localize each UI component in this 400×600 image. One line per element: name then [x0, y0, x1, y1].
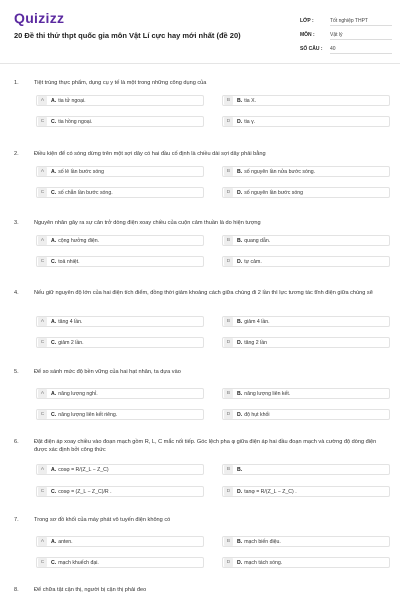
option-label: D.: [237, 411, 243, 418]
option-text: tia tử ngoại.: [58, 97, 86, 104]
question-7: [14, 516, 390, 566]
option-text: cosφ = R/(Z_L − Z_C): [58, 466, 109, 473]
option-badge: D: [224, 410, 233, 419]
question-number: 7.: [14, 517, 19, 523]
meta-row-count: [300, 42, 392, 56]
meta-key: SỐ CÂU :: [300, 46, 323, 52]
option-label: A.: [51, 318, 57, 325]
option-badge: D: [224, 188, 233, 197]
option-label: B.: [237, 390, 243, 397]
meta-value: Tốt nghiệp THPT: [330, 16, 392, 26]
option-badge: A: [38, 465, 47, 474]
option-label: C.: [51, 258, 57, 265]
option-text: cosφ = (Z_L − Z_C)/R .: [58, 488, 112, 495]
option-c[interactable]: [36, 486, 204, 497]
option-label: B.: [237, 466, 243, 473]
option-badge: D: [224, 257, 233, 266]
option-a[interactable]: [36, 95, 204, 106]
option-badge: A: [38, 389, 47, 398]
option-text: số lẻ lần bước sóng: [58, 168, 104, 175]
option-text: độ hụt khối: [244, 411, 270, 418]
question-number: 6.: [14, 439, 19, 445]
question-4: [14, 289, 390, 346]
option-b[interactable]: [222, 166, 390, 177]
document-header: [0, 0, 400, 64]
meta-key: MÔN :: [300, 32, 315, 38]
option-badge: B: [224, 465, 233, 474]
question-text: Tiệt trùng thực phẩm, dụng cụ y tế là một trong những công dụng của: [34, 80, 207, 86]
option-d[interactable]: [222, 187, 390, 198]
option-text: số nguyên lần nửa bước sóng.: [244, 168, 316, 175]
option-text: tia γ.: [244, 118, 256, 125]
option-a[interactable]: [36, 235, 204, 246]
option-text: tăng 2 lần: [244, 339, 267, 346]
question-text: Đặt điện áp xoay chiều vào đoạn mạch gồm R, L, C mắc nối tiếp. Góc lệch pha φ giữa điện áp hai đầu đoạn mạch và cường độ dòng điện được xác định bởi công thức: [34, 439, 377, 453]
document-title: 20 Đề thi thử thpt quốc gia môn Vật Lí cực hay mới nhất (đề 20): [14, 31, 241, 40]
question-text: Điều kiện để có sóng dừng trên một sợi dây có hai đầu cố định là chiều dài sợi dây phải bằng: [34, 151, 266, 157]
option-label: C.: [51, 339, 57, 346]
option-label: D.: [237, 488, 243, 495]
option-badge: B: [224, 167, 233, 176]
option-label: B.: [237, 318, 243, 325]
option-text: năng lượng liên kết riêng.: [58, 411, 118, 418]
option-d[interactable]: [222, 486, 390, 497]
option-text: tia hồng ngoại.: [58, 118, 93, 125]
option-label: A.: [51, 390, 57, 397]
option-label: C.: [51, 189, 57, 196]
meta-value: 40: [330, 44, 392, 54]
option-c[interactable]: [36, 557, 204, 568]
question-text: Để chữa tật cận thị, người bị cận thị phải đeo: [34, 587, 147, 593]
option-b[interactable]: [222, 95, 390, 106]
option-text: tăng 4 lần.: [58, 318, 83, 325]
option-b[interactable]: [222, 464, 390, 475]
option-label: B.: [237, 237, 243, 244]
option-c[interactable]: [36, 187, 204, 198]
option-c[interactable]: [36, 256, 204, 267]
option-b[interactable]: [222, 235, 390, 246]
option-badge: C: [38, 338, 47, 347]
option-d[interactable]: [222, 116, 390, 127]
option-text: năng lượng nghỉ.: [58, 390, 98, 397]
option-text: quang dẫn.: [244, 237, 271, 244]
option-d[interactable]: [222, 256, 390, 267]
question-6: [14, 438, 390, 495]
option-text: giảm 2 lần.: [58, 339, 84, 346]
option-label: B.: [237, 538, 243, 545]
option-label: C.: [51, 411, 57, 418]
option-label: A.: [51, 466, 57, 473]
option-a[interactable]: [36, 464, 204, 475]
option-text: số nguyên lần bước sóng: [244, 189, 303, 196]
question-3: [14, 219, 390, 265]
option-text: mạch khuếch đại.: [58, 559, 99, 566]
question-text: Nếu giữ nguyên độ lớn của hai điện tích điểm, đồng thời giảm khoảng cách giữa chúng đi 2 lần thì lực tương tác tĩnh điện giữa chúng sẽ: [34, 290, 373, 296]
meta-value: Vật lý: [330, 30, 392, 40]
option-badge: B: [224, 389, 233, 398]
option-c[interactable]: [36, 337, 204, 348]
option-label: D.: [237, 189, 243, 196]
option-d[interactable]: [222, 337, 390, 348]
option-d[interactable]: [222, 409, 390, 420]
option-text: toả nhiệt.: [58, 258, 80, 265]
quizizz-logo: Quizizz: [14, 10, 65, 26]
option-label: B.: [237, 97, 243, 104]
option-text: cộng hưởng điện.: [58, 237, 100, 244]
question-number: 4.: [14, 290, 19, 296]
option-badge: C: [38, 410, 47, 419]
option-badge: D: [224, 558, 233, 567]
option-badge: A: [38, 96, 47, 105]
question-text: Trong sơ đồ khối của máy phát vô tuyến điện không có: [34, 517, 171, 523]
option-a[interactable]: [36, 536, 204, 547]
option-badge: A: [38, 167, 47, 176]
option-text: tanφ = R/(Z_L − Z_C) .: [244, 488, 297, 495]
question-number: 1.: [14, 80, 19, 86]
option-badge: C: [38, 558, 47, 567]
question-text: Để so sánh mức độ bền vững của hai hạt nhân, ta dựa vào: [34, 369, 181, 375]
meta-info: [300, 14, 392, 56]
option-badge: A: [38, 537, 47, 546]
option-d[interactable]: [222, 557, 390, 568]
option-label: D.: [237, 258, 243, 265]
question-number: 2.: [14, 151, 19, 157]
question-number: 3.: [14, 220, 19, 226]
option-label: A.: [51, 97, 57, 104]
option-b[interactable]: [222, 316, 390, 327]
option-label: D.: [237, 339, 243, 346]
option-badge: C: [38, 257, 47, 266]
option-label: D.: [237, 559, 243, 566]
question-text: Nguyên nhân gây ra sự cản trở dòng điện xoay chiều của cuộn cảm thuần là do hiện tượng: [34, 220, 261, 226]
option-text: số chẵn lần bước sóng.: [58, 189, 113, 196]
option-text: giảm 4 lần.: [244, 318, 270, 325]
option-label: D.: [237, 118, 243, 125]
question-2: [14, 150, 390, 196]
question-number: 8.: [14, 587, 19, 593]
question-number: 5.: [14, 369, 19, 375]
option-b[interactable]: [222, 388, 390, 399]
option-a[interactable]: [36, 316, 204, 327]
option-c[interactable]: [36, 116, 204, 127]
option-a[interactable]: [36, 388, 204, 399]
question-5: [14, 368, 390, 418]
option-label: C.: [51, 118, 57, 125]
option-badge: C: [38, 188, 47, 197]
option-badge: C: [38, 117, 47, 126]
option-label: A.: [51, 237, 57, 244]
option-b[interactable]: [222, 536, 390, 547]
option-label: A.: [51, 168, 57, 175]
option-badge: B: [224, 317, 233, 326]
meta-key: LỚP :: [300, 18, 314, 24]
option-a[interactable]: [36, 166, 204, 177]
question-8: [14, 586, 390, 594]
option-label: C.: [51, 559, 57, 566]
option-text: anten.: [58, 538, 73, 545]
option-c[interactable]: [36, 409, 204, 420]
option-badge: D: [224, 117, 233, 126]
question-1: [14, 79, 390, 125]
option-label: B.: [237, 168, 243, 175]
option-badge: B: [224, 537, 233, 546]
option-text: năng lượng liên kết.: [244, 390, 291, 397]
option-text: mạch tách sóng.: [244, 559, 283, 566]
option-badge: D: [224, 338, 233, 347]
option-label: C.: [51, 488, 57, 495]
meta-row-subject: [300, 28, 392, 42]
option-badge: A: [38, 236, 47, 245]
meta-row-class: [300, 14, 392, 28]
option-badge: B: [224, 96, 233, 105]
option-badge: C: [38, 487, 47, 496]
option-badge: D: [224, 487, 233, 496]
option-text: tia X.: [244, 97, 257, 104]
option-text: tự cảm.: [244, 258, 262, 265]
option-label: A.: [51, 538, 57, 545]
option-badge: B: [224, 236, 233, 245]
option-text: mạch biến điệu.: [244, 538, 281, 545]
option-badge: A: [38, 317, 47, 326]
